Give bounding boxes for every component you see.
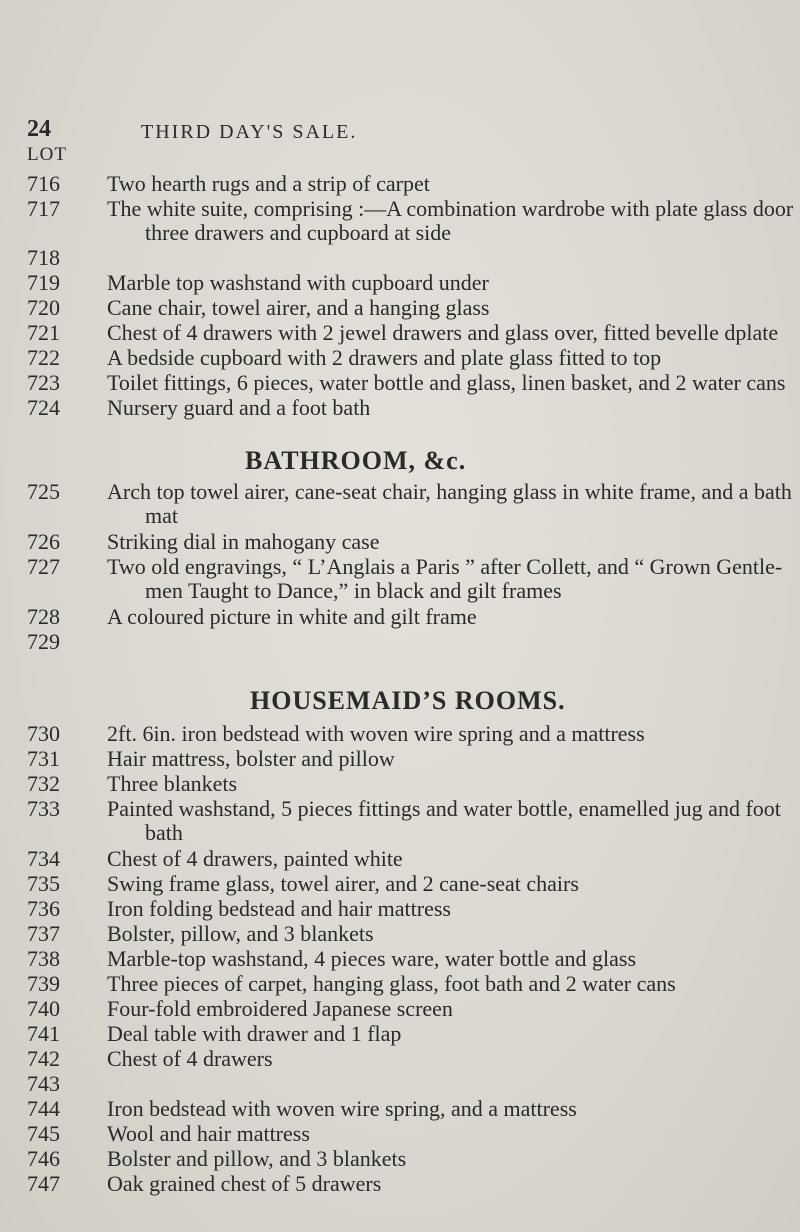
lot-description-line: Arch top towel airer, cane-seat chair, hanging glass in white frame, and a bath [107,479,792,504]
lot-description: Marble-top washstand, 4 pieces ware, water bottle and glass [107,946,637,971]
lot-number: 726 [27,529,60,554]
lot-description [107,197,797,245]
lot-description-continuation: mat [145,503,178,528]
lot-description: Bolster, pillow, and 3 blankets [107,921,374,946]
lot-number: 741 [27,1021,60,1046]
lot-description: Chest of 4 drawers, painted white [107,846,403,871]
lot-column-heading: LOT [27,144,67,165]
lot-number: 742 [27,1046,60,1071]
lot-description-line: Painted washstand, 5 pieces fittings and water bottle, enamelled jug and foot [107,796,781,821]
lot-number: 724 [27,395,60,420]
lot-description: Toilet fittings, 6 pieces, water bottle and glass, linen basket, and 2 water cans [107,370,786,395]
lot-description: Three blankets [107,771,238,796]
lot-number: 716 [27,171,60,196]
lot-description-line: The white suite, comprising :—A combination wardrobe with plate glass door [107,196,794,221]
lot-number: 717 [27,196,60,221]
lot-number: 736 [27,896,60,921]
lot-number: 735 [27,871,60,896]
lot-number: 723 [27,370,60,395]
lot-description [107,555,797,603]
lot-description: Deal table with drawer and 1 flap [107,1021,402,1046]
lot-number: 743 [27,1071,60,1096]
lot-description: Four-fold embroidered Japanese screen [107,996,453,1021]
lot-number: 719 [27,270,60,295]
lot-number: 718 [27,245,60,270]
lot-number: 739 [27,971,60,996]
lot-number: 738 [27,946,60,971]
section-heading-housemaids-rooms: HOUSEMAID’S ROOMS. [250,686,566,715]
lot-number: 747 [27,1171,60,1196]
lot-description [107,797,797,845]
lot-number: 745 [27,1121,60,1146]
lot-number: 720 [27,295,60,320]
lot-number: 721 [27,320,60,345]
lot-description: Swing frame glass, towel airer, and 2 cane-seat chairs [107,871,579,896]
lot-description: Marble top washstand with cupboard under [107,270,489,295]
lot-description: Striking dial in mahogany case [107,529,380,554]
lot-number: 744 [27,1096,60,1121]
lot-description: Iron folding bedstead and hair mattress [107,896,451,921]
lot-number: 730 [27,721,60,746]
lot-description-continuation: bath [145,820,183,845]
lot-number: 725 [27,479,60,504]
page-number: 24 [27,116,51,142]
lot-number: 727 [27,554,60,579]
lot-description: 2ft. 6in. iron bedstead with woven wire spring and a mattress [107,721,645,746]
lot-number: 734 [27,846,60,871]
lot-number: 740 [27,996,60,1021]
lot-number: 733 [27,796,60,821]
lot-description: Chest of 4 drawers with 2 jewel drawers and glass over, fitted bevelle dplate [107,320,779,345]
lot-description: Nursery guard and a foot bath [107,395,371,420]
running-head: THIRD DAY'S SALE. [141,121,358,143]
lot-description: A bedside cupboard with 2 drawers and plate glass fitted to top [107,345,662,370]
lot-description: Oak grained chest of 5 drawers [107,1171,382,1196]
lot-number: 737 [27,921,60,946]
lot-number: 746 [27,1146,60,1171]
lot-description: Hair mattress, bolster and pillow [107,746,395,771]
lot-number: 729 [27,629,60,654]
lot-description-continuation: men Taught to Dance,” in black and gilt frames [145,578,562,603]
lot-description: Iron bedstead with woven wire spring, and a mattress [107,1096,577,1121]
lot-description: A coloured picture in white and gilt frame [107,604,477,629]
lot-description: Three pieces of carpet, hanging glass, foot bath and 2 water cans [107,971,676,996]
lot-description: Two hearth rugs and a strip of carpet [107,171,430,196]
lot-number: 728 [27,604,60,629]
lot-description-continuation: three drawers and cupboard at side [145,220,452,245]
lot-description: Wool and hair mattress [107,1121,310,1146]
lot-number: 731 [27,746,60,771]
lot-description: Bolster and pillow, and 3 blankets [107,1146,407,1171]
lot-number: 732 [27,771,60,796]
lot-description: Chest of 4 drawers [107,1046,273,1071]
lot-number: 722 [27,345,60,370]
lot-description-line: Two old engravings, “ L’Anglais a Paris ” after Collett, and “ Grown Gentle- [107,554,783,579]
section-heading-bathroom: BATHROOM, &c. [245,446,467,475]
lot-description: Cane chair, towel airer, and a hanging glass [107,295,490,320]
lot-description [107,480,797,528]
